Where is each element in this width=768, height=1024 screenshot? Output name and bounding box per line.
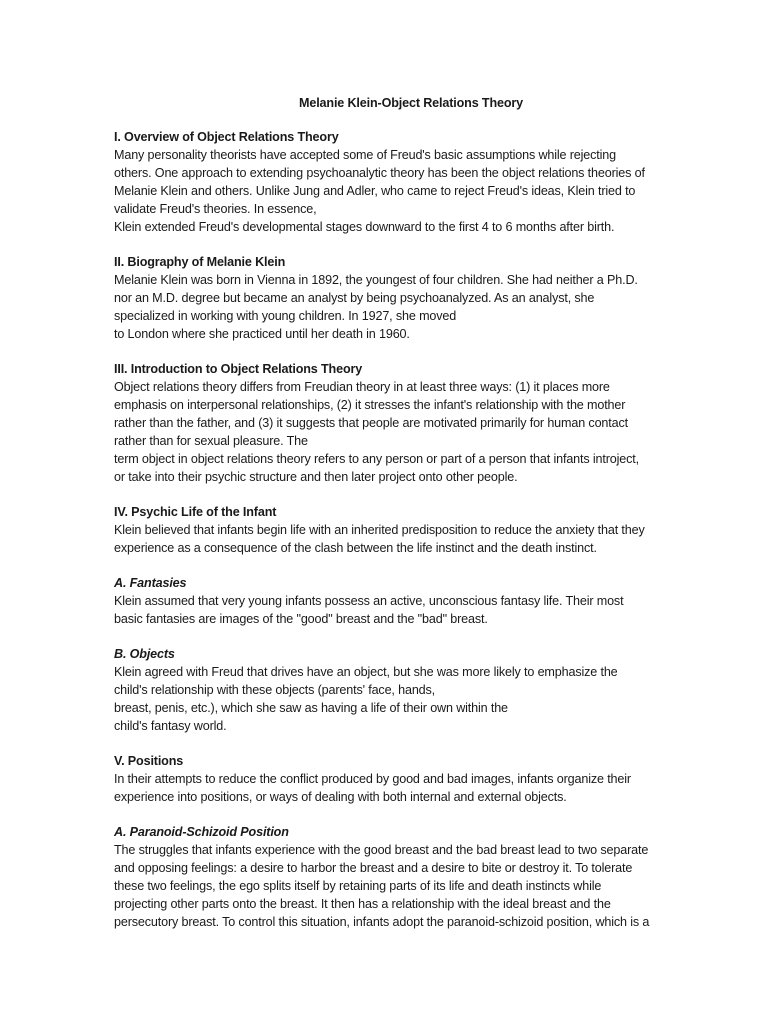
document-title: Melanie Klein-Object Relations Theory	[299, 96, 523, 110]
subsection-fantasies	[114, 574, 662, 628]
paragraph-line: Object relations theory differs from Freudian theory in at least three ways: (1) it places more	[114, 380, 610, 394]
section-heading: I. Overview of Object Relations Theory	[114, 130, 339, 144]
paragraph-line: In their attempts to reduce the conflict produced by good and bad images, infants organize their	[114, 772, 631, 786]
section-introduction	[114, 360, 662, 486]
paragraph-line: breast, penis, etc.), which she saw as having a life of their own within the	[114, 701, 508, 715]
section-psychic-life	[114, 503, 662, 557]
paragraph-line: others. One approach to extending psychoanalytic theory has been the object relations theories of	[114, 166, 645, 180]
paragraph-line: Melanie Klein was born in Vienna in 1892, the youngest of four children. She had neither a Ph.D.	[114, 273, 638, 287]
paragraph-line: specialized in working with young children. In 1927, she moved	[114, 309, 457, 323]
paragraph-line: Melanie Klein and others. Unlike Jung and Adler, who came to reject Freud's ideas, Klein tried to	[114, 184, 636, 198]
paragraph-line: rather than the father, and (3) it suggests that people are motivated primarily for human contact	[114, 416, 628, 430]
paragraph-line: persecutory breast. To control this situation, infants adopt the paranoid-schizoid position, which is a	[114, 915, 650, 929]
paragraph-line: to London where she practiced until her death in 1960.	[114, 327, 410, 341]
paragraph-line: Klein assumed that very young infants possess an active, unconscious fantasy life. Their most	[114, 594, 624, 608]
subsection-heading: B. Objects	[114, 647, 175, 661]
paragraph-line: validate Freud's theories. In essence,	[114, 202, 317, 216]
subsection-objects	[114, 645, 662, 735]
paragraph-line: child's relationship with these objects (parents' face, hands,	[114, 683, 436, 697]
paragraph-line: child's fantasy world.	[114, 719, 227, 733]
paragraph-line: and opposing feelings: a desire to harbor the breast and a desire to bite or destroy it. To tolerate	[114, 861, 633, 875]
paragraph-line: nor an M.D. degree but became an analyst by being psychoanalyzed. As an analyst, she	[114, 291, 595, 305]
paragraph-line: experience into positions, or ways of dealing with both internal and external objects.	[114, 790, 567, 804]
section-overview	[114, 128, 662, 236]
section-heading: III. Introduction to Object Relations Theory	[114, 362, 363, 376]
paragraph-line: term object in object relations theory refers to any person or part of a person that infants introject,	[114, 452, 639, 466]
paragraph-line: these two feelings, the ego splits itself by retaining parts of its life and death instincts while	[114, 879, 602, 893]
section-biography	[114, 253, 662, 343]
paragraph-line: projecting other parts onto the breast. It then has a relationship with the ideal breast and the	[114, 897, 611, 911]
paragraph-line: The struggles that infants experience with the good breast and the bad breast lead to two separate	[114, 843, 649, 857]
paragraph-line: Klein extended Freud's developmental stages downward to the first 4 to 6 months after birth.	[114, 220, 615, 234]
paragraph-line: Many personality theorists have accepted some of Freud's basic assumptions while rejecting	[114, 148, 617, 162]
paragraph-line: experience as a consequence of the clash between the life instinct and the death instinct.	[114, 541, 597, 555]
paragraph-line: or take into their psychic structure and then later project onto other people.	[114, 470, 518, 484]
section-heading: V. Positions	[114, 754, 184, 768]
paragraph-line: Klein agreed with Freud that drives have an object, but she was more likely to emphasize the	[114, 665, 618, 679]
subsection-heading: A. Fantasies	[114, 576, 187, 590]
paragraph-line: Klein believed that infants begin life with an inherited predisposition to reduce the anxiety that they	[114, 523, 645, 537]
subsection-heading: A. Paranoid-Schizoid Position	[114, 825, 289, 839]
document-page	[114, 94, 662, 948]
section-heading: IV. Psychic Life of the Infant	[114, 505, 277, 519]
subsection-paranoid-schizoid	[114, 823, 662, 931]
paragraph-line: rather than for sexual pleasure. The	[114, 434, 308, 448]
section-heading: II. Biography of Melanie Klein	[114, 255, 286, 269]
paragraph-line: emphasis on interpersonal relationships, (2) it stresses the infant's relationship with the mother	[114, 398, 626, 412]
section-positions	[114, 752, 662, 806]
paragraph-line: basic fantasies are images of the "good" breast and the "bad" breast.	[114, 612, 488, 626]
